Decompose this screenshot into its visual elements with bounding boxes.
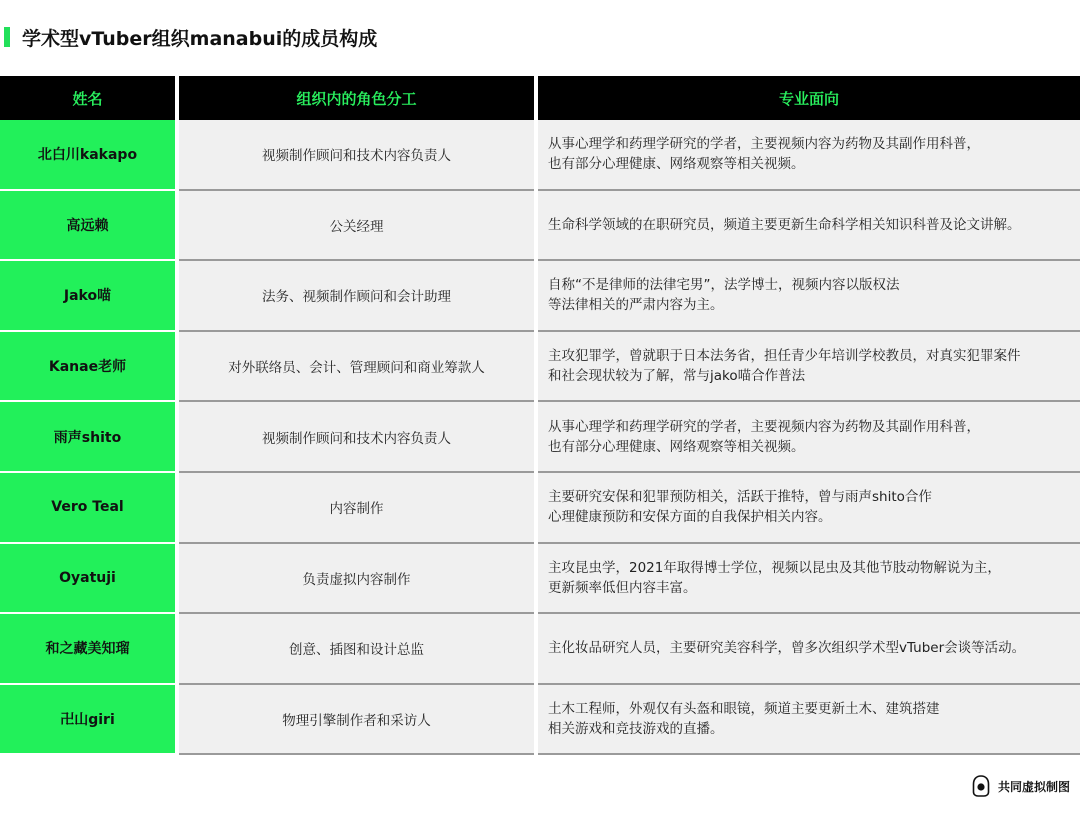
- table-row: [0, 685, 1080, 756]
- page-title: 学术型vTuber组织manabui的成员构成: [22, 27, 378, 50]
- member-role: 视频制作顾问和技术内容负责人: [179, 402, 534, 473]
- member-name: 北白川kakapo: [0, 120, 175, 191]
- member-field-text: 自称“不是律师的法律宅男”，法学博士，视频内容以版权法 等法律相关的严肃内容为主。: [548, 277, 900, 314]
- table-row: [0, 261, 1080, 332]
- member-field-text: 主要研究安保和犯罪预防相关，活跃于推特，曾与雨声shito合作 心理健康预防和安保方面的自我保护相关内容。: [548, 489, 932, 526]
- member-name: Oyatuji: [0, 544, 175, 615]
- member-name: Vero Teal: [0, 473, 175, 544]
- member-name: 高远赖: [0, 191, 175, 262]
- table-row: [0, 614, 1080, 685]
- member-field: [538, 261, 1080, 332]
- member-name: 雨声shito: [0, 402, 175, 473]
- member-field-text: 主化妆品研究人员，主要研究美容科学，曾多次组织学术型vTuber会谈等活动。: [548, 640, 1026, 657]
- table-header: [0, 76, 1080, 120]
- member-role: 物理引擎制作者和采访人: [179, 685, 534, 756]
- member-name: Jako喵: [0, 261, 175, 332]
- member-field-text: 生命科学领域的在职研究员，频道主要更新生命科学相关知识科普及论文讲解。: [548, 216, 1021, 233]
- member-role: 对外联络员、会计、管理顾问和商业筹款人: [179, 332, 534, 403]
- member-field-text: 从事心理学和药理学研究的学者，主要视频内容为药物及其副作用科普， 也有部分心理健康、网络观察等相关视频。: [548, 418, 980, 455]
- member-name: 和之藏美知瑠: [0, 614, 175, 685]
- member-field: [538, 120, 1080, 191]
- member-field: [538, 402, 1080, 473]
- member-field-text: 土木工程师，外观仅有头盔和眼镜，频道主要更新土木、建筑搭建 相关游戏和竞技游戏的直播。: [548, 701, 940, 738]
- member-role: 公关经理: [179, 191, 534, 262]
- table-row: [0, 402, 1080, 473]
- member-field: [538, 544, 1080, 615]
- members-table: [0, 76, 1080, 755]
- member-field: [538, 191, 1080, 262]
- table-row: [0, 120, 1080, 191]
- member-name: 卍山giri: [0, 685, 175, 756]
- title-bar: [0, 26, 377, 48]
- logo-icon: [972, 775, 990, 797]
- member-field: [538, 614, 1080, 685]
- header-field: 专业面向: [538, 76, 1080, 120]
- member-role: 视频制作顾问和技术内容负责人: [179, 120, 534, 191]
- member-role: 内容制作: [179, 473, 534, 544]
- footer-brand-text: 共同虚拟制图: [997, 779, 1070, 794]
- table-row: [0, 473, 1080, 544]
- member-role: 负责虚拟内容制作: [179, 544, 534, 615]
- header-role: 组织内的角色分工: [179, 76, 534, 120]
- member-role: 法务、视频制作顾问和会计助理: [179, 261, 534, 332]
- table-body: [0, 120, 1080, 755]
- table-row: [0, 332, 1080, 403]
- header-name: 姓名: [0, 76, 175, 120]
- member-field-text: 从事心理学和药理学研究的学者，主要视频内容为药物及其副作用科普， 也有部分心理健康、网络观察等相关视频。: [548, 136, 980, 173]
- member-name: Kanae老师: [0, 332, 175, 403]
- member-field-text: 主攻昆虫学，2021年取得博士学位，视频以昆虫及其他节肢动物解说为主， 更新频率低但内容丰富。: [548, 559, 1001, 596]
- footer-brand: [972, 775, 1070, 797]
- member-field: [538, 332, 1080, 403]
- table-row: [0, 191, 1080, 262]
- table-row: [0, 544, 1080, 615]
- title-accent-bar: [4, 27, 10, 47]
- member-role: 创意、插图和设计总监: [179, 614, 534, 685]
- member-field: [538, 685, 1080, 756]
- member-field: [538, 473, 1080, 544]
- member-field-text: 主攻犯罪学，曾就职于日本法务省，担任青少年培训学校教员，对真实犯罪案件 和社会现状较为了解，常与jako喵合作普法: [548, 348, 1021, 385]
